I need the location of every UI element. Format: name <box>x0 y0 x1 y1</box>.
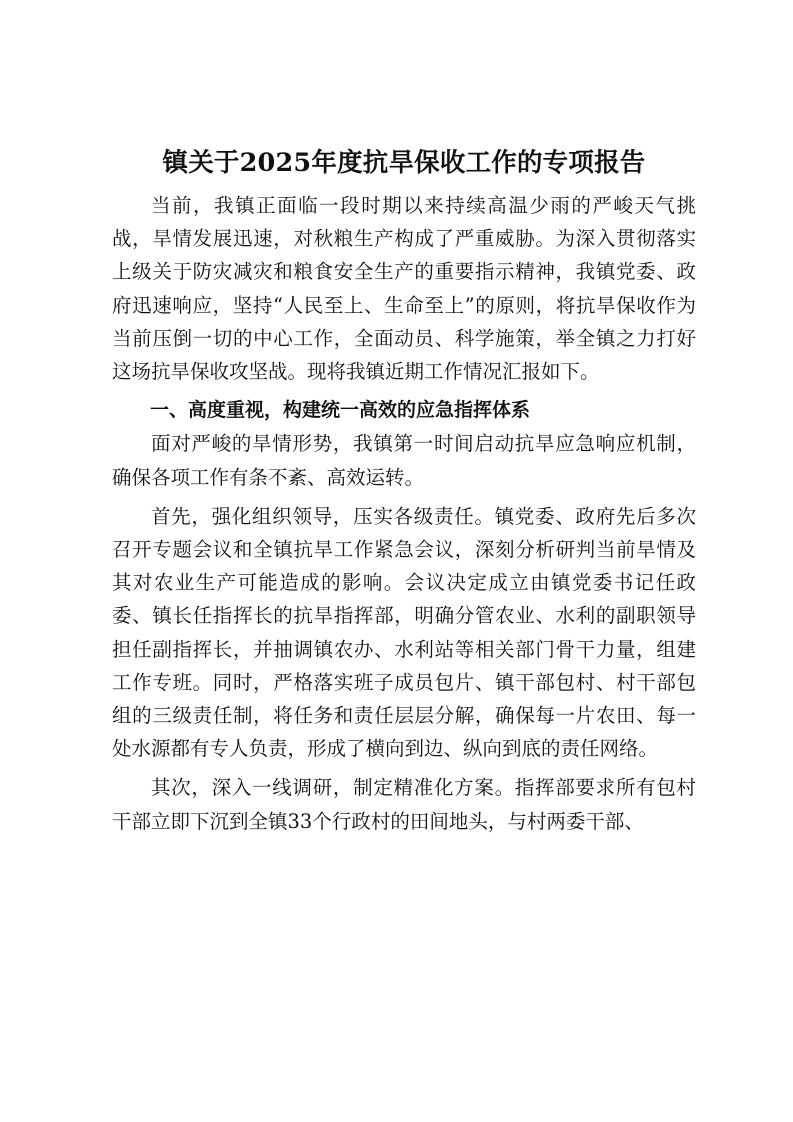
section-1-paragraph-2: 首先，强化组织领导，压实各级责任。镇党委、政府先后多次召开专题会议和全镇抗旱工作紧急会议，深刻分析研判当前旱情及其对农业生产可能造成的影响。会议决定成立由镇党委书记任政委、镇长任指挥长的抗旱指挥部，明确分管农业、水利的副职领导担任副指挥长，并抽调镇农办、水利站等相关部门骨干力量，组建工作专班。同时，严格落实班子成员包片、镇干部包村、村干部包组的三级责任制，将任务和责任层层分解，确保每一片农田、每一处水源都有专人负责，形成了横向到边、纵向到底的责任网络。 <box>112 504 696 761</box>
intro-paragraph: 当前，我镇正面临一段时期以来持续高温少雨的严峻天气挑战，旱情发展迅速，对秋粮生产构成了严重威胁。为深入贯彻落实上级关于防灾减灾和粮食安全生产的重要指示精神，我镇党委、政府迅速响应，坚持“人民至上、生命至上”的原则，将抗旱保收作为当前压倒一切的中心工作，全面动员、科学施策，举全镇之力打好这场抗旱保收攻坚战。现将我镇近期工作情况汇报如下。 <box>112 194 696 384</box>
section-1-paragraph-3: 其次，深入一线调研，制定精准化方案。指挥部要求所有包村干部立即下沉到全镇33个行政村的田间地头，与村两委干部、 <box>112 776 696 833</box>
document-body <box>112 143 696 838</box>
section-heading-1: 一、高度重视，构建统一高效的应急指挥体系 <box>150 399 531 422</box>
document-title: 镇关于2025年度抗旱保收工作的专项报告 <box>162 148 646 178</box>
section-1-paragraph-1: 面对严峻的旱情形势，我镇第一时间启动抗旱应急响应机制，确保各项工作有条不紊、高效运转。 <box>112 432 696 489</box>
